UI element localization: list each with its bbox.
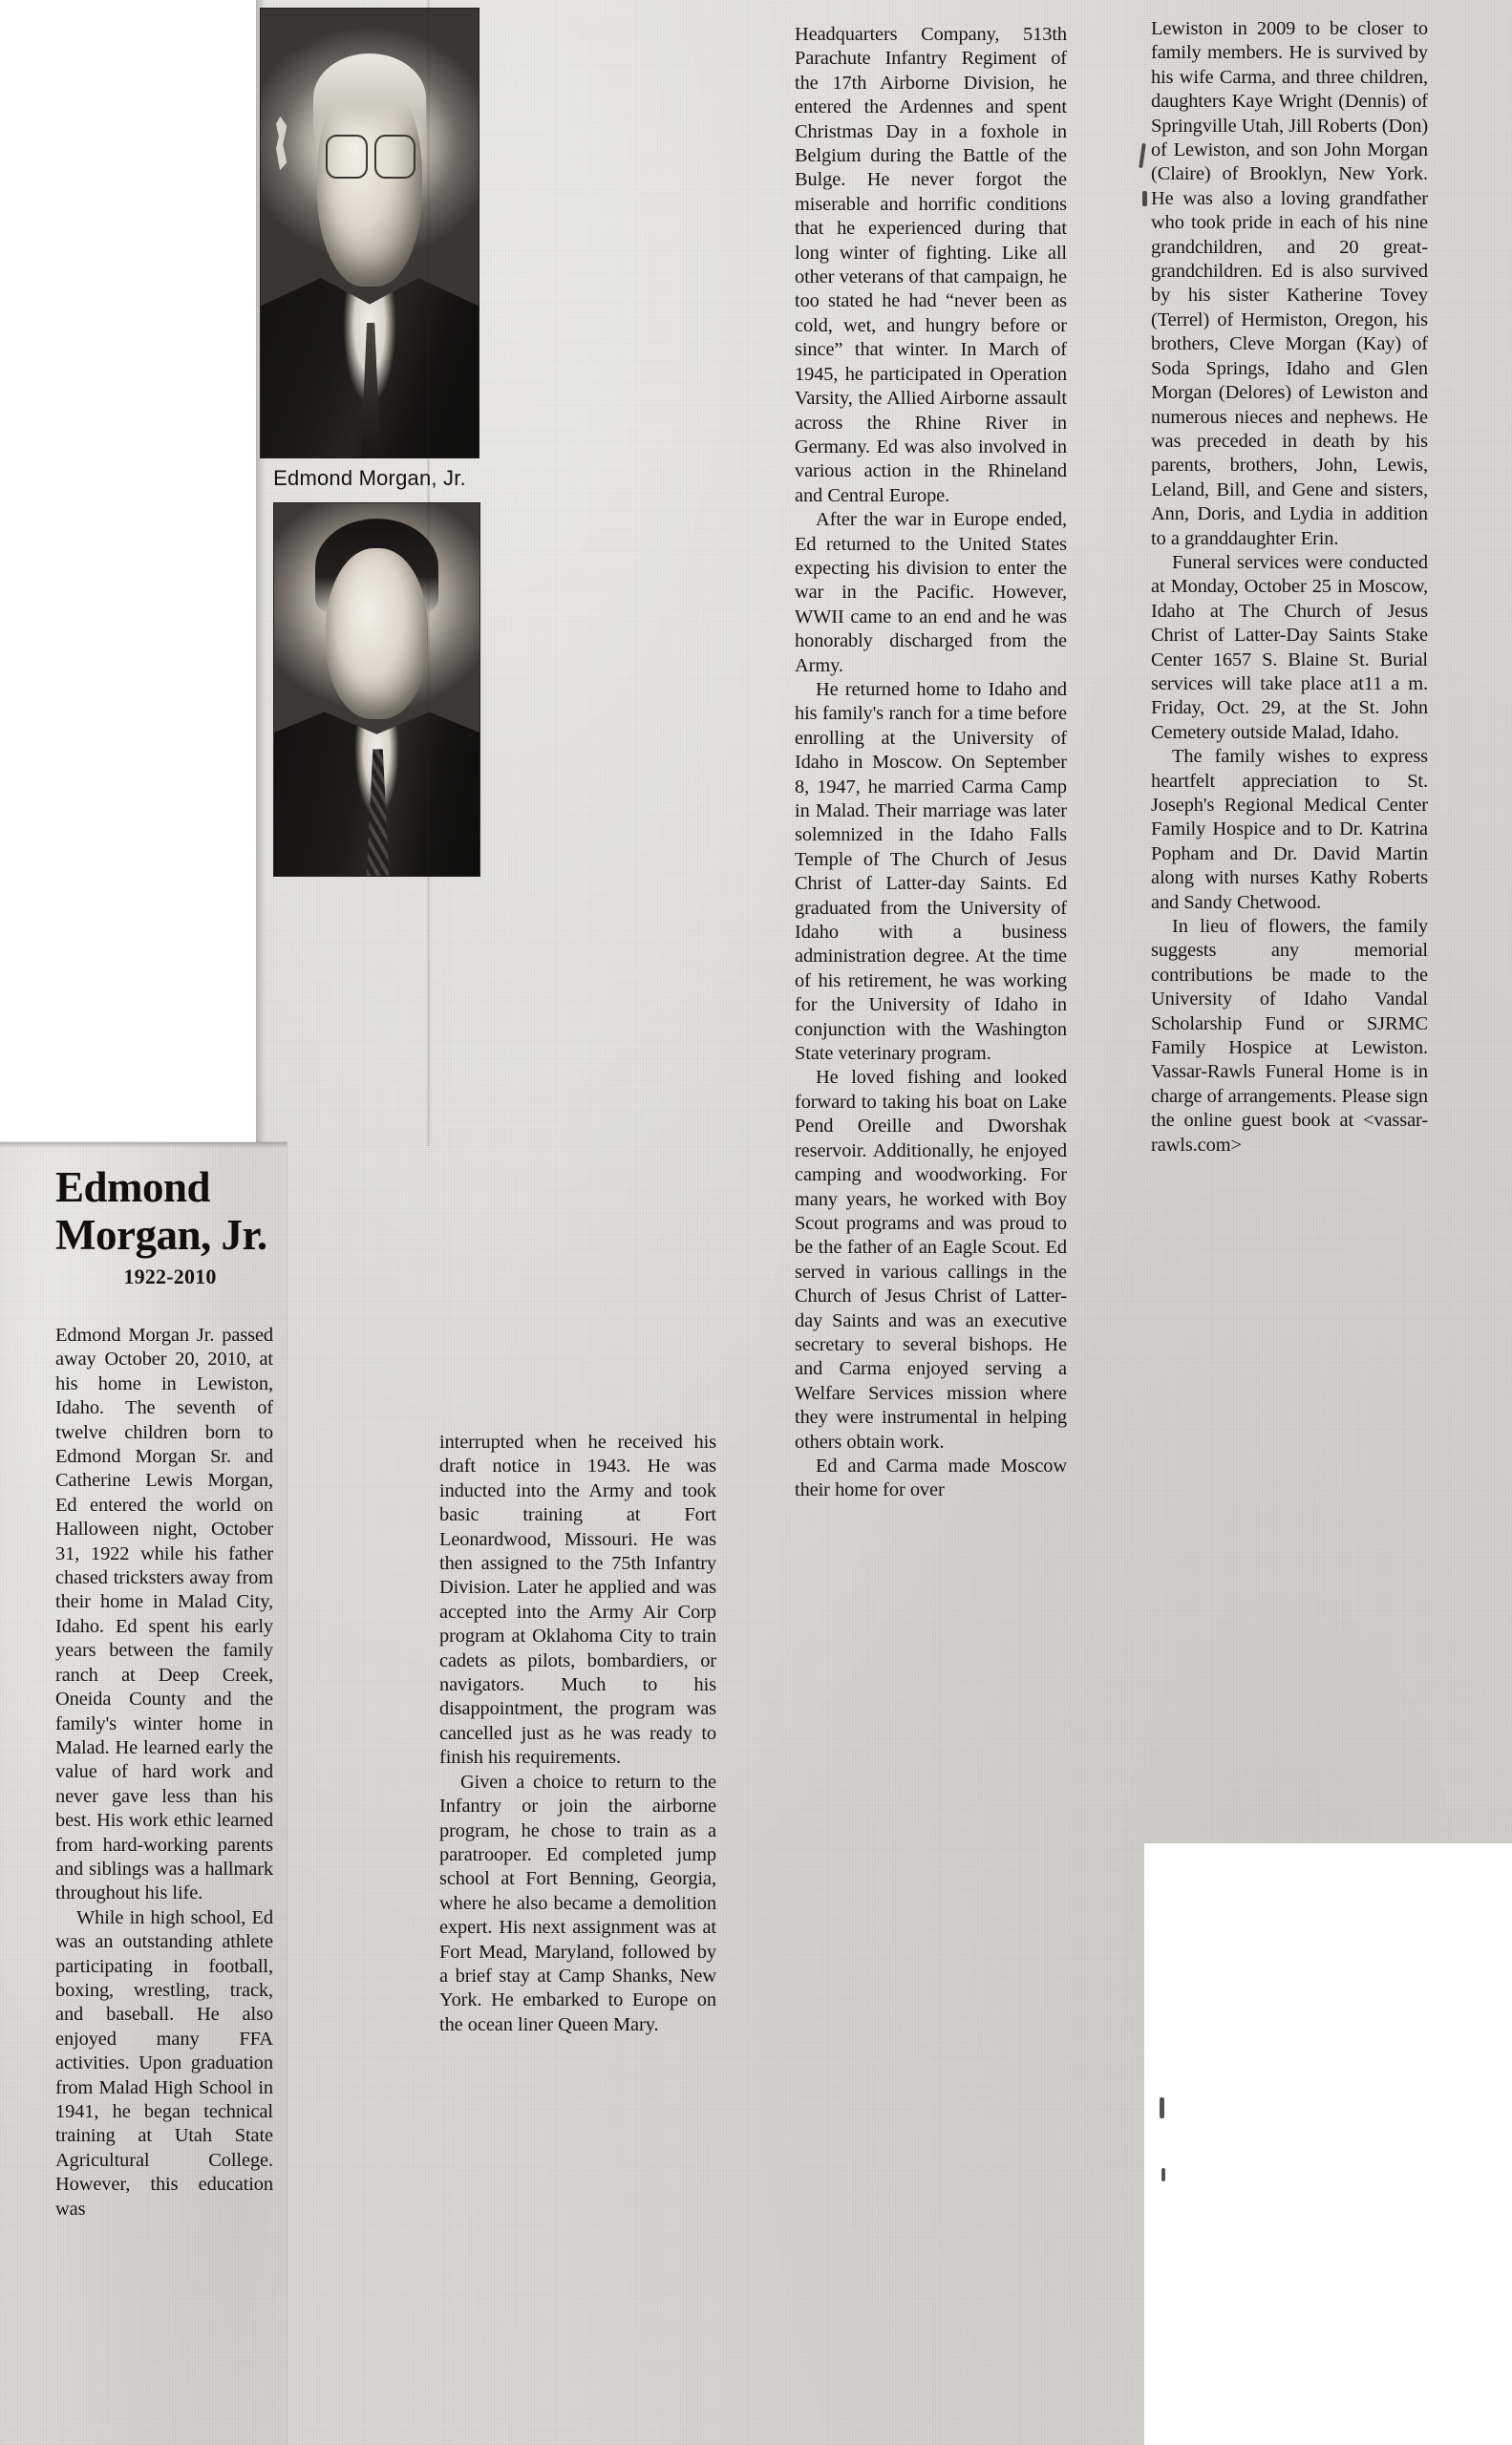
paragraph: In lieu of flowers, the family suggests any memorial contributions be made to the University of Idaho Vandal Scholarship Fund or SJRMC Family Hospice at Lewiston. Vassar-Rawls Funeral Home is in charge of arrangements. Please sign the online guest book at <vassar-rawls.com> [1151, 916, 1428, 1156]
portrait-photo-elderly [260, 8, 479, 458]
paragraph: Ed and Carma made Moscow their home for over [795, 1455, 1067, 1501]
paragraph: Lewiston in 2009 to be closer to family members. He is survived by his wife Carma, and three children, daughters Kaye Wright (Dennis) of Springville Utah, Jill Roberts (Don) of Lewiston, and son John Morgan (Claire) of Brooklyn, New York. He was also a loving grandfather who took pride in each of his nine grandchildren, and 20 great-grandchildren. Ed is also survived by his sister Katherine Tovey (Terrel) of Hermiston, Oregon, his brothers, Cleve Morgan (Kay) of Soda Springs, Idaho and Glen Morgan (Delores) of Lewiston and numerous nieces and nephews. He was preceded in death by his parents, brothers, John, Lewis, Leland, Bill, and Gene and sisters, Ann, Doris, and Lydia in addition to a granddaughter Erin. [1151, 18, 1429, 549]
photo-hair [313, 53, 427, 143]
eyeglasses-icon [326, 135, 415, 175]
portrait-photo-young [273, 502, 480, 877]
scan-artifact-speck [1161, 2168, 1165, 2181]
paragraph: He loved fishing and looked forward to taking his boat on Lake Pend Oreille and Dworshak reservoir. Additionally, he enjoyed camping and woodworking. For many years, he worked with Boy Scout programs and was proud to be the father of an Eagle Scout. Ed served in various callings in the Church of Jesus Christ of Latter-day Saints and was an executive secretary to several bishops. He and Carma enjoyed serving a Welfare Services mission where they were instrumental in helping others obtain work. [795, 1067, 1067, 1453]
photo-caption: Edmond Morgan, Jr. [273, 466, 466, 490]
text-column-3 [795, 23, 1067, 1503]
text-column-2 [439, 1431, 716, 2037]
scan-artifact-speck [1160, 2097, 1164, 2118]
life-span-dates: 1922-2010 [123, 1265, 217, 1288]
scan-artifact-speck [1142, 191, 1147, 206]
paragraph: Headquarters Company, 513th Parachute Infantry Regiment of the 17th Airborne Division, he entered the Ardennes and spent Christmas Day in a foxhole in Belgium during the Battle of the Bulge. He never forgot the miserable and horrific conditions that he experienced during that long winter of fighting. Like all other veterans of that campaign, he too stated he had “never been as cold, wet, and hungry before or since” that winter. In March of 1945, he participated in Operation Varsity, the Allied Airborne assault across the Rhine River in Germany. Ed was also involved in various action in the Rhineland and Central Europe. [795, 24, 1067, 506]
paragraph: While in high school, Ed was an outstanding athlete participating in football, boxing, wrestling, track, and baseball. He also enjoyed many FFA activities. Upon graduation from Malad High School in 1941, he began technical training at Utah State Agricultural College. However, this education was [55, 1906, 273, 2220]
obituary-headline-block [55, 1163, 285, 1291]
paragraph: The family wishes to express heartfelt appreciation to St. Joseph's Regional Medical Center Family Hospice and to Dr. Katrina Popham and Dr. David Martin along with nurses Kathy Roberts and Sandy Chetwood. [1151, 746, 1428, 913]
paragraph: Given a choice to return to the Infantry or join the airborne program, he chose to train as a paratrooper. Ed completed jump school at Fort Benning, Georgia, where he also became a demolition expert. His next assignment was at Fort Mead, Maryland, followed by a brief stay at Camp Shanks, New York. He embarked to Europe on the ocean liner Queen Mary. [439, 1771, 716, 2035]
paragraph: He returned home to Idaho and his family's ranch for a time before enrolling at the University of Idaho in Moscow. On September 8, 1947, he married Carma Camp in Malad. Their marriage was later solemnized in the Idaho Falls Temple of The Church of Jesus Christ of Latter-day Saints. Ed graduated from the University of Idaho with a business administration degree. At the time of his retirement, he was working for the University of Idaho in conjunction with the Washington State veterinary program. [795, 678, 1067, 1065]
clipping-edge-shadow-lower [0, 1142, 287, 1148]
column-rule [427, 0, 430, 1146]
headline-line-2: Morgan, Jr. [55, 1211, 267, 1259]
page-margin-top-left [0, 0, 256, 1142]
text-column-4 [1151, 17, 1428, 1158]
paragraph: After the war in Europe ended, Ed returned to the United States expecting his division to enter the war in the Pacific. However, WWII came to an end and he was honorably discharged from the Army. [795, 509, 1067, 676]
paragraph: Edmond Morgan Jr. passed away October 20, 2010, at his home in Lewiston, Idaho. The seventh of twelve children born to Edmond Morgan Sr. and Catherine Lewis Morgan, Ed entered the world on Halloween night, October 31, 1922 while his father chased tricksters away from their home in Malad City, Idaho. Ed spent his early years between the family ranch at Deep Creek, Oneida County and the family's winter home in Malad. He learned early the value of hard work and never gave less than his best. His work ethic learned from hard-working parents and siblings was a hallmark throughout his life. [55, 1325, 273, 1904]
paragraph: Funeral services were conducted at Monday, October 25 in Moscow, Idaho at The Church of Jesus Christ of Latter-Day Saints Stake Center 1657 S. Blaine St. Burial services will take place at11 a m. Friday, Oct. 29, at the St. John Cemetery outside Malad, Idaho. [1151, 551, 1428, 743]
page-margin-bottom-right [1144, 1843, 1512, 2445]
headline-line-1: Edmond [55, 1163, 211, 1211]
photo-face [326, 548, 429, 719]
paragraph: interrupted when he received his draft notice in 1943. He was inducted into the Army and took basic training at Fort Leonardwood, Missouri. He was then assigned to the 75th Infantry Division. Later he applied and was accepted into the Army Air Corp program at Oklahoma City to train cadets as pilots, bombardiers, or navigators. Much to his disappointment, the program was cancelled just as he was ready to finish his requirements. [439, 1432, 716, 1769]
text-column-1 [55, 1324, 273, 2222]
